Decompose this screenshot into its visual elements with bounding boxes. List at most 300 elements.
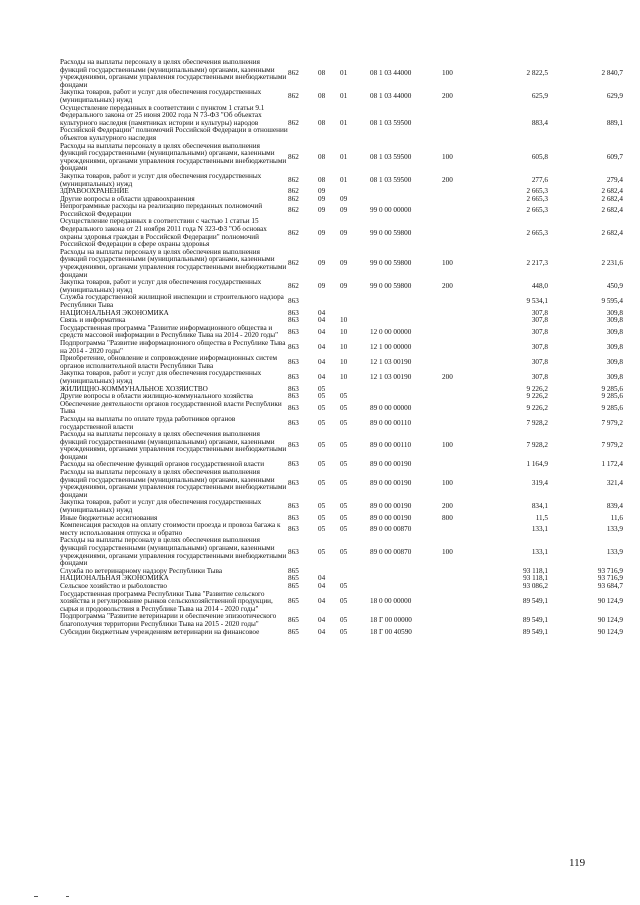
row-ministry-code: 863	[288, 317, 299, 325]
row-section-code: 04	[318, 373, 326, 382]
row-section-code	[318, 294, 340, 309]
row-ministry-code: 865	[288, 575, 299, 583]
row-expense-type-code	[442, 317, 482, 325]
row-amount-year1: 89 549,1	[522, 628, 548, 636]
row-amount-year1: 89 549,1	[522, 597, 548, 606]
row-ministry-code: 862	[288, 228, 299, 237]
row-expense-type-code	[442, 105, 482, 143]
row-amount-year2: 9 285,6	[601, 393, 623, 401]
row-subsection-code: 10	[340, 342, 348, 351]
row-amount-year1: 307,8	[531, 357, 548, 366]
row-amount-year1: 7 928,2	[526, 418, 548, 427]
row-amount-year1: 448,0	[531, 282, 548, 291]
row-ministry-code: 862	[288, 69, 299, 78]
row-section-code: 09	[318, 188, 326, 196]
row-ministry-code: 862	[288, 206, 299, 215]
row-section-code: 05	[318, 514, 326, 522]
row-amount-year2: 90 124,9	[597, 616, 623, 625]
row-ministry-code: 862	[288, 282, 299, 291]
row-amount-year2: 889,1	[606, 118, 623, 127]
row-amount-year1: 9 534,1	[526, 297, 548, 306]
row-name: Иные бюджетные ассигнования	[60, 514, 158, 522]
table-row	[60, 59, 623, 89]
row-subsection-code: 09	[340, 228, 348, 237]
row-amount-year1: 605,8	[531, 152, 548, 161]
row-section-code: 05	[318, 441, 326, 450]
table-row	[60, 203, 623, 218]
row-ministry-code: 863	[288, 418, 299, 427]
row-expense-type-code	[442, 203, 482, 218]
row-section-code: 08	[318, 175, 326, 184]
row-ministry-code: 862	[288, 152, 299, 161]
row-amount-year1: 625,9	[531, 92, 548, 101]
row-name: Субсидии бюджетным учреждениям ветеринарии на финансовое	[60, 628, 260, 636]
row-subsection-code: 10	[340, 327, 348, 336]
row-amount-year2: 93 716,9	[597, 567, 623, 575]
row-subsection-code	[340, 294, 370, 309]
row-amount-year2: 93 716,9	[597, 575, 623, 583]
row-target-code: 99 0 00 59800	[370, 259, 412, 268]
scan-mark	[66, 896, 69, 897]
row-name: НАЦИОНАЛЬНАЯ ЭКОНОМИКА	[60, 309, 169, 317]
row-name: Закупка товаров, работ и услуг для обеспечения государственных (муниципальных) нужд	[60, 279, 262, 294]
row-ministry-code: 863	[288, 547, 299, 556]
row-amount-year1: 7 928,2	[526, 441, 548, 450]
row-expense-type-code	[442, 386, 482, 394]
row-section-code: 05	[318, 403, 326, 412]
table-row	[60, 173, 623, 188]
table-row	[60, 340, 623, 355]
row-subsection-code: 01	[340, 69, 348, 78]
row-subsection-code: 05	[340, 514, 348, 522]
row-target-code	[370, 386, 442, 394]
row-name: Осуществление переданных в соответствии с частью 1 статьи 15 Федерального закона от 21 ноября 2011 года N 323-ФЗ "Об основах охраны здоровья граждан в Российской Федерации" полномочий Российской Федерации в сфере охраны здоровья	[60, 218, 267, 249]
row-amount-year2: 1 172,4	[601, 461, 623, 469]
table-row	[60, 469, 623, 499]
row-ministry-code: 863	[288, 385, 299, 393]
row-expense-type-code: 100	[442, 152, 453, 161]
row-ministry-code: 863	[288, 342, 299, 351]
row-amount-year2: 321,4	[606, 479, 623, 488]
row-target-code	[370, 196, 442, 204]
row-section-code: 08	[318, 152, 326, 161]
row-section-code: 04	[318, 575, 326, 583]
row-name: Служба государственной жилищной инспекции и строительного надзора Республики Тыва	[60, 294, 284, 309]
row-section-code: 09	[318, 206, 326, 215]
row-name: Непрограммные расходы на реализацию переданных полномочий Российской Федерации	[60, 203, 263, 218]
row-ministry-code: 863	[288, 514, 299, 522]
row-expense-type-code	[442, 461, 482, 469]
row-expense-type-code: 200	[442, 282, 453, 291]
table-row	[60, 499, 623, 514]
row-expense-type-code	[442, 591, 482, 614]
row-ministry-code: 863	[288, 403, 299, 412]
row-amount-year1: 11,5	[535, 514, 548, 522]
row-name: Связь и информатика	[60, 317, 126, 325]
row-section-code: 04	[318, 628, 326, 636]
row-subsection-code	[340, 310, 370, 318]
row-name: Государственная программа Республики Тыва "Развитие сельского хозяйства и регулирование рынков сельскохозяйственной продукции, сырья и продовольствия в Республике Тыва на 2014 - 2020 годы"	[60, 590, 273, 613]
row-target-code: 12 0 00 00000	[370, 327, 412, 336]
row-ministry-code: 863	[288, 479, 299, 488]
row-section-code: 08	[318, 92, 326, 101]
row-ministry-code: 863	[288, 373, 299, 382]
row-target-code	[370, 317, 442, 325]
row-subsection-code	[340, 386, 370, 394]
row-ministry-code: 863	[288, 461, 299, 469]
row-section-code: 05	[318, 547, 326, 556]
row-amount-year2: 2 682,4	[601, 195, 623, 203]
row-name: Компенсация расходов на оплату стоимости проезда и провоза багажа к месту использования отпуска и обратно	[60, 522, 281, 537]
row-expense-type-code	[442, 325, 482, 340]
row-ministry-code: 863	[288, 297, 299, 306]
table-row	[60, 279, 623, 294]
table-row	[60, 461, 623, 469]
row-target-code: 89 0 00 00190	[370, 502, 412, 511]
row-subsection-code: 05	[340, 582, 348, 590]
row-section-code: 09	[318, 282, 326, 291]
table-row	[60, 393, 623, 401]
row-section-code: 04	[318, 616, 326, 625]
row-target-code: 08 1 03 44000	[370, 92, 412, 101]
row-target-code: 99 0 00 59800	[370, 282, 412, 291]
row-subsection-code: 05	[340, 525, 348, 534]
row-amount-year2: 90 124,9	[597, 628, 623, 636]
row-subsection-code: 10	[340, 317, 348, 325]
table-row	[60, 317, 623, 325]
row-target-code: 08 1 03 44000	[370, 69, 412, 78]
row-section-code: 05	[318, 479, 326, 488]
row-target-code: 89 0 00 00190	[370, 514, 412, 522]
row-amount-year1: 133,1	[531, 547, 548, 556]
row-expense-type-code	[442, 613, 482, 628]
table-row	[60, 386, 623, 394]
row-section-code: 04	[318, 317, 326, 325]
row-name: Закупка товаров, работ и услуг для обеспечения государственных (муниципальных) нужд	[60, 499, 262, 515]
row-amount-year2: 2 682,4	[601, 206, 623, 215]
row-target-code: 89 0 00 00110	[370, 441, 412, 450]
row-amount-year1: 2 665,3	[526, 206, 548, 215]
row-expense-type-code	[442, 294, 482, 309]
row-subsection-code: 09	[340, 282, 348, 291]
row-name: Приобретение, обновление и сопровождение информационных систем органов исполнительной власти Республики Тыва	[60, 355, 278, 370]
table-row	[60, 188, 623, 196]
row-section-code: 08	[318, 118, 326, 127]
table-row	[60, 515, 623, 523]
row-amount-year1: 307,8	[531, 309, 548, 317]
table-row	[60, 431, 623, 461]
row-amount-year1: 93 086,2	[522, 582, 548, 590]
row-target-code: 18 Г 00 00000	[370, 616, 412, 625]
row-name: Подпрограмма "Развитие ветеринарии и обеспечение эпизоотического благополучия территории Республики Тыва на 2015 - 2020 годы"	[60, 613, 277, 628]
row-target-code: 08 1 03 59500	[370, 152, 412, 161]
row-expense-type-code: 200	[442, 502, 453, 511]
row-amount-year2: 309,8	[606, 357, 623, 366]
row-amount-year2: 90 124,9	[597, 597, 623, 606]
row-target-code	[370, 393, 442, 401]
row-target-code: 18 Г 00 40590	[370, 628, 412, 636]
row-subsection-code: 10	[340, 357, 348, 366]
row-expense-type-code	[442, 196, 482, 204]
row-name: Расходы на выплаты персоналу в целях обеспечения выполнения функций государственными (муниципальными) органами, казенными учреждениями, органами управления государственными внебюджетными фондами	[60, 431, 287, 461]
row-section-code: 05	[318, 525, 326, 534]
row-name: Закупка товаров, работ и услуг для обеспечения государственных (муниципальных) нужд	[60, 370, 262, 385]
table-row	[60, 370, 623, 385]
row-section-code: 08	[318, 69, 326, 78]
row-amount-year2: 2 231,6	[601, 259, 623, 268]
row-target-code	[370, 575, 442, 583]
row-amount-year1: 883,4	[531, 118, 548, 127]
row-expense-type-code	[442, 310, 482, 318]
row-amount-year2: 9 595,4	[601, 297, 623, 306]
row-name: Расходы на выплаты персоналу в целях обеспечения выполнения функций государственными (муниципальными) органами, казенными учреждениями, органами управления государственными внебюджетными фондами	[60, 142, 287, 173]
row-subsection-code: 05	[340, 597, 348, 606]
row-subsection-code: 05	[340, 502, 348, 511]
row-name: НАЦИОНАЛЬНАЯ ЭКОНОМИКА	[60, 575, 169, 583]
row-expense-type-code: 100	[442, 69, 453, 78]
table-row	[60, 196, 623, 204]
row-subsection-code	[340, 188, 370, 196]
row-ministry-code: 865	[288, 628, 299, 636]
row-expense-type-code	[442, 416, 482, 431]
row-subsection-code: 05	[340, 461, 348, 469]
row-section-code: 04	[318, 309, 326, 317]
table-row	[60, 591, 623, 614]
row-amount-year2: 629,9	[606, 92, 623, 101]
table-row	[60, 629, 623, 637]
row-name: ЖИЛИЩНО-КОММУНАЛЬНОЕ ХОЗЯЙСТВО	[60, 385, 208, 393]
row-ministry-code: 865	[288, 567, 299, 575]
row-section-code: 04	[318, 342, 326, 351]
row-expense-type-code	[442, 568, 482, 576]
table-row	[60, 401, 623, 416]
row-ministry-code: 865	[288, 582, 299, 590]
row-expense-type-code: 200	[442, 175, 453, 184]
row-name: Расходы на выплаты по оплате труда работников органов государственной власти	[60, 415, 236, 431]
row-name: Служба по ветеринарному надзору Республики Тыва	[60, 567, 223, 575]
row-subsection-code: 05	[340, 479, 348, 488]
row-ministry-code: 863	[288, 393, 299, 401]
row-amount-year1: 2 217,3	[526, 259, 548, 268]
budget-table	[60, 59, 623, 636]
row-ministry-code: 862	[288, 188, 299, 196]
table-row	[60, 249, 623, 279]
row-expense-type-code: 100	[442, 259, 453, 268]
row-section-code	[318, 568, 340, 576]
row-amount-year2: 133,9	[606, 525, 623, 534]
row-amount-year2: 7 979,2	[601, 418, 623, 427]
row-subsection-code: 10	[340, 373, 348, 382]
row-name: ЗДРАВООХРАНЕНИЕ	[60, 188, 129, 196]
table-row	[60, 325, 623, 340]
row-subsection-code: 05	[340, 547, 348, 556]
row-expense-type-code	[442, 340, 482, 355]
row-name: Государственная программа "Развитие информационного общества и средств массовой информации в Республике Тыва на 2014 - 2020 годы"	[60, 324, 279, 340]
row-target-code: 18 0 00 00000	[370, 597, 412, 606]
row-target-code: 08 1 03 59500	[370, 118, 412, 127]
row-name: Расходы на выплаты персоналу в целях обеспечения выполнения функций государственными (муниципальными) органами, казенными учреждениями, органами управления государственными внебюджетными фондами	[60, 537, 287, 568]
row-expense-type-code: 200	[442, 92, 453, 101]
row-section-code: 04	[318, 597, 326, 606]
row-expense-type-code: 800	[442, 514, 453, 522]
table-row	[60, 89, 623, 104]
row-section-code: 05	[318, 461, 326, 469]
row-expense-type-code	[442, 355, 482, 370]
row-target-code: 89 0 00 00190	[370, 461, 412, 469]
row-target-code	[370, 568, 442, 576]
row-amount-year2: 839,4	[606, 502, 623, 511]
row-ministry-code: 863	[288, 525, 299, 534]
row-target-code	[370, 310, 442, 318]
row-amount-year2: 279,4	[606, 175, 623, 184]
row-amount-year2: 309,8	[606, 373, 623, 382]
row-name: Другие вопросы в области здравоохранения	[60, 195, 195, 203]
row-ministry-code: 862	[288, 195, 299, 203]
row-ministry-code: 863	[288, 309, 299, 317]
row-subsection-code: 05	[340, 403, 348, 412]
row-ministry-code: 863	[288, 357, 299, 366]
table-row	[60, 143, 623, 173]
row-amount-year2: 9 285,6	[601, 403, 623, 412]
row-target-code	[370, 188, 442, 196]
row-ministry-code: 865	[288, 597, 299, 606]
row-target-code: 08 1 03 59500	[370, 175, 412, 184]
row-amount-year2: 2 682,4	[601, 228, 623, 237]
row-amount-year2: 11,6	[610, 514, 623, 522]
row-ministry-code: 862	[288, 175, 299, 184]
row-name: Расходы на обеспечение функций органов государственной власти	[60, 461, 265, 469]
row-name: Расходы на выплаты персоналу в целях обеспечения выполнения функций государственными (муниципальными) органами, казенными учреждениями, органами управления государственными внебюджетными фондами	[60, 59, 287, 89]
table-row	[60, 105, 623, 143]
row-name: Сельское хозяйство и рыболовство	[60, 582, 167, 590]
table-row	[60, 355, 623, 370]
table-row	[60, 416, 623, 431]
row-subsection-code: 05	[340, 628, 348, 636]
row-amount-year1: 834,1	[531, 502, 548, 511]
row-subsection-code: 05	[340, 441, 348, 450]
row-section-code: 04	[318, 357, 326, 366]
row-expense-type-code	[442, 401, 482, 416]
row-amount-year1: 89 549,1	[522, 616, 548, 625]
row-subsection-code	[340, 575, 370, 583]
row-amount-year2: 2 682,4	[601, 188, 623, 196]
row-ministry-code: 862	[288, 92, 299, 101]
row-amount-year1: 9 226,2	[526, 403, 548, 412]
table-row	[60, 294, 623, 309]
row-amount-year1: 2 822,5	[526, 69, 548, 78]
row-ministry-code: 862	[288, 118, 299, 127]
row-name: Обеспечение деятельности органов государственной власти Республики Тыва	[60, 400, 282, 416]
row-target-code	[370, 294, 442, 309]
row-amount-year1: 307,8	[531, 327, 548, 336]
row-subsection-code: 05	[340, 418, 348, 427]
row-name: Подпрограмма "Развитие информационного общества в Республике Тыва на 2014 - 2020 годы"	[60, 339, 286, 355]
row-subsection-code: 01	[340, 118, 348, 127]
row-amount-year1: 307,8	[531, 317, 548, 325]
table-row	[60, 522, 623, 537]
row-amount-year2: 450,9	[606, 282, 623, 291]
table-row	[60, 537, 623, 567]
row-expense-type-code	[442, 218, 482, 248]
row-target-code: 99 0 00 59800	[370, 228, 412, 237]
row-amount-year1: 319,4	[531, 479, 548, 488]
row-expense-type-code: 200	[442, 373, 453, 382]
row-ministry-code: 865	[288, 616, 299, 625]
table-row	[60, 218, 623, 248]
row-name: Закупка товаров, работ и услуг для обеспечения государственных (муниципальных) нужд	[60, 172, 262, 188]
row-name: Закупка товаров, работ и услуг для обеспечения государственных (муниципальных) нужд	[60, 89, 262, 104]
row-subsection-code: 09	[340, 206, 348, 215]
row-section-code: 09	[318, 228, 326, 237]
table-row	[60, 613, 623, 628]
row-amount-year1: 2 665,3	[526, 195, 548, 203]
row-section-code: 05	[318, 502, 326, 511]
scan-mark	[34, 896, 38, 897]
row-amount-year1: 9 226,2	[526, 385, 548, 393]
row-amount-year2: 309,8	[606, 327, 623, 336]
row-amount-year2: 9 285,6	[601, 385, 623, 393]
row-target-code: 89 0 00 00870	[370, 525, 412, 534]
row-section-code: 05	[318, 385, 326, 393]
row-amount-year2: 309,8	[606, 342, 623, 351]
row-amount-year1: 93 118,1	[523, 575, 548, 583]
row-target-code	[370, 583, 442, 591]
row-section-code: 04	[318, 582, 326, 590]
row-name: Осуществление переданных в соответствии с пунктом 1 статьи 9.1 Федерального закона от 25 июня 2002 года N 73-ФЗ "Об объектах культурного наследия (памятниках истории и культуры) народов Российской Федерации" полномочий Российской Федерации в отношении объектов культурного наследия	[60, 104, 288, 142]
table-row	[60, 583, 623, 591]
row-amount-year1: 9 226,2	[526, 393, 548, 401]
row-section-code: 09	[318, 195, 326, 203]
row-subsection-code: 01	[340, 152, 348, 161]
row-amount-year1: 133,1	[531, 525, 548, 534]
row-expense-type-code	[442, 629, 482, 637]
row-subsection-code: 01	[340, 175, 348, 184]
row-amount-year1: 2 665,3	[526, 228, 548, 237]
row-ministry-code: 863	[288, 327, 299, 336]
row-target-code: 89 0 00 00190	[370, 479, 412, 488]
row-amount-year2: 609,7	[606, 152, 623, 161]
row-expense-type-code	[442, 583, 482, 591]
table-row	[60, 575, 623, 583]
row-target-code: 89 0 00 00870	[370, 547, 412, 556]
row-amount-year1: 2 665,3	[526, 188, 548, 196]
row-amount-year1: 307,8	[531, 373, 548, 382]
row-name: Другие вопросы в области жилищно-коммунального хозяйства	[60, 393, 253, 401]
row-amount-year2: 309,8	[606, 309, 623, 317]
row-expense-type-code: 100	[442, 547, 453, 556]
row-subsection-code: 05	[340, 393, 348, 401]
row-amount-year1: 93 118,1	[523, 567, 548, 575]
row-ministry-code: 863	[288, 502, 299, 511]
row-name: Расходы на выплаты персоналу в целях обеспечения выполнения функций государственными (муниципальными) органами, казенными учреждениями, органами управления государственными внебюджетными фондами	[60, 248, 287, 279]
row-subsection-code: 09	[340, 195, 348, 203]
row-target-code: 12 1 03 00190	[370, 357, 412, 366]
row-expense-type-code	[442, 393, 482, 401]
row-amount-year1: 1 164,9	[526, 461, 548, 469]
row-amount-year2: 133,9	[606, 547, 623, 556]
row-section-code: 09	[318, 259, 326, 268]
row-target-code: 89 0 00 00000	[370, 403, 412, 412]
row-expense-type-code	[442, 522, 482, 537]
row-section-code: 05	[318, 393, 326, 401]
row-amount-year1: 277,6	[531, 175, 548, 184]
row-amount-year2: 309,8	[606, 317, 623, 325]
row-ministry-code: 862	[288, 259, 299, 268]
row-expense-type-code: 100	[442, 441, 453, 450]
row-expense-type-code	[442, 188, 482, 196]
row-amount-year1: 307,8	[531, 342, 548, 351]
table-row	[60, 310, 623, 318]
